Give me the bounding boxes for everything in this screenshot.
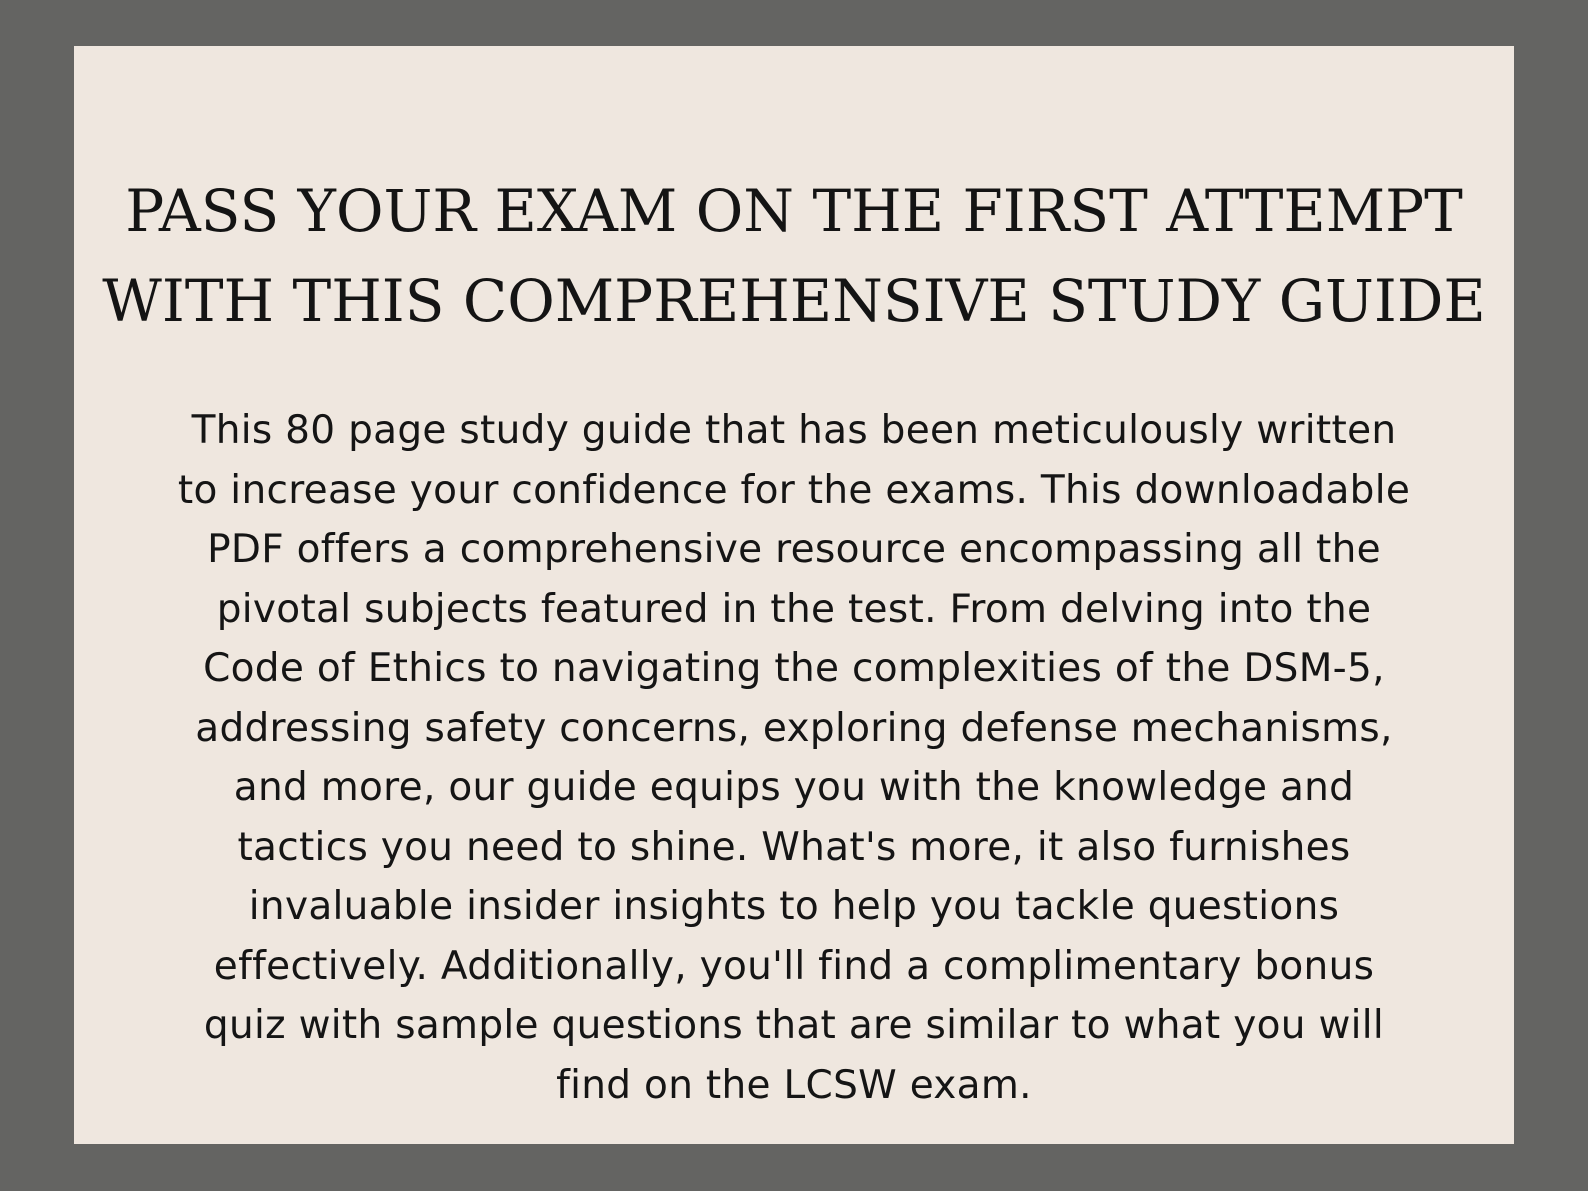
description-line: pivotal subjects featured in the test. From delving into the — [216, 586, 1372, 632]
description-line: Code of Ethics to navigating the complexities of the DSM-5, — [203, 646, 1385, 691]
headline-line: WITH THIS COMPREHENSIVE STUDY GUIDE — [102, 267, 1486, 335]
description-line: invaluable insider insights to help you tackle questions — [248, 884, 1340, 929]
description-paragraph — [74, 401, 1514, 1115]
description-line: quiz with sample questions that are similar to what you will — [203, 1003, 1385, 1048]
description-line: find on the LCSW exam. — [556, 1062, 1032, 1108]
description-line: tactics you need to shine. What's more, it also furnishes — [237, 824, 1351, 870]
description-line: This 80 page study guide that has been meticulously written — [191, 408, 1397, 453]
description-line: PDF offers a comprehensive resource encompassing all the — [207, 527, 1381, 572]
description-line: to increase your confidence for the exams. This downloadable — [177, 467, 1411, 513]
headline-line: PASS YOUR EXAM ON THE FIRST ATTEMPT — [125, 177, 1463, 245]
description-line: and more, our guide equips you with the knowledge and — [233, 765, 1355, 810]
headline — [74, 166, 1514, 346]
description-line: effectively. Additionally, you'll find a complimentary bonus — [213, 943, 1375, 989]
description-line: addressing safety concerns, exploring defense mechanisms, — [195, 705, 1393, 751]
content-card — [74, 46, 1514, 1144]
